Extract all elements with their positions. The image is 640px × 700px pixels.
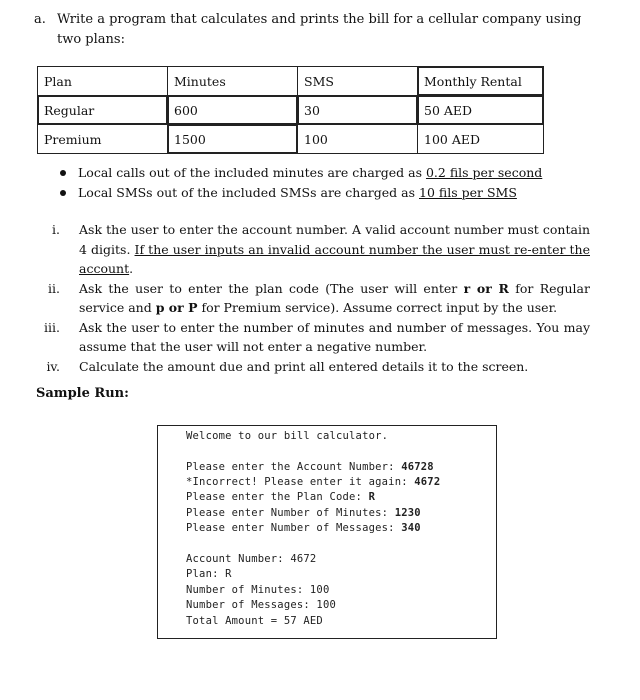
sample-run-console [157, 425, 497, 639]
table-cell: Regular [38, 96, 168, 125]
list-item [34, 220, 590, 279]
console-line: Plan: R [186, 568, 232, 580]
table-cell: 50 AED [418, 96, 544, 125]
task-requirement: If the user inputs an invalid account number the user must re-enter the account [79, 241, 590, 276]
console-input: 340 [401, 522, 421, 534]
plans-table [37, 66, 544, 154]
console-prompt: Please enter the Plan Code: [186, 491, 369, 503]
list-item [34, 357, 590, 377]
list-item [56, 183, 542, 203]
list-item [56, 163, 542, 183]
bullet-rate: 0.2 fils per second [425, 165, 543, 180]
table-header-cell: Plan [38, 67, 168, 96]
table-cell: 1500 [168, 125, 298, 154]
console-prompt: *Incorrect! Please enter it again: [186, 476, 415, 488]
console-input: R [368, 491, 376, 503]
bullet-icon [60, 190, 66, 196]
bullet-text: Local calls out of the included minutes are charged as [78, 165, 426, 180]
task-text: Ask the user to enter the number of minutes and number of messages. You may assume that the user will not enter a negative number. [79, 319, 590, 354]
console-prompt: Please enter Number of Messages: [186, 522, 402, 534]
console-prompt: Please enter the Account Number: [186, 461, 402, 473]
table-header-cell: SMS [298, 67, 418, 96]
console-line [186, 491, 375, 503]
bullet-text: Local SMSs out of the included SMSs are charged as [78, 185, 419, 200]
task-text: Calculate the amount due and print all entered details it to the screen. [79, 358, 529, 374]
table-cell: 100 AED [418, 125, 544, 154]
question-marker: a. [34, 12, 46, 27]
console-line: Total Amount = 57 AED [186, 615, 323, 627]
task-number: iv. [46, 358, 60, 374]
console-line: Welcome to our bill calculator. [186, 430, 389, 442]
bullet-rate: 10 fils per SMS [419, 185, 517, 200]
plan-code-premium: p or P [155, 300, 198, 315]
task-number: i. [52, 222, 60, 237]
console-line [186, 461, 434, 473]
table-cell: 30 [298, 96, 418, 125]
console-input: 46728 [401, 461, 434, 473]
console-line: Number of Minutes: 100 [186, 584, 330, 596]
task-number: iii. [44, 319, 60, 335]
console-line [186, 522, 421, 534]
plan-code-regular: r or R [463, 280, 509, 296]
console-line: Account Number: 4672 [186, 553, 317, 565]
tasks-list [34, 220, 590, 376]
task-text: for Regular service and [79, 280, 590, 315]
list-item [34, 279, 590, 318]
console-input: 1230 [394, 507, 421, 519]
task-number: ii. [48, 280, 60, 296]
table-cell: 600 [168, 96, 298, 125]
table-header-cell: Monthly Rental [418, 67, 544, 96]
task-text: for Premium service). Assume correct input by the user. [197, 300, 558, 315]
bullet-icon [60, 170, 66, 176]
sample-run-heading: Sample Run: [36, 386, 129, 401]
console-input: 4672 [414, 476, 441, 488]
table-header-row [38, 67, 544, 96]
list-item [34, 318, 590, 357]
console-prompt: Please enter Number of Minutes: [186, 507, 395, 519]
console-line: Number of Messages: 100 [186, 599, 336, 611]
table-row [38, 125, 544, 154]
task-text: Ask the user to enter the plan code (The user will enter [79, 280, 464, 296]
table-cell: 100 [298, 125, 418, 154]
task-text: Ask the user to enter the account number. A valid account number must contain 4 digits. [79, 222, 590, 257]
question-heading [34, 10, 594, 50]
table-row [38, 96, 544, 125]
charges-list [56, 163, 542, 203]
question-text: Write a program that calculates and prints the bill for a cellular company using two plans: [57, 12, 582, 47]
console-line [186, 476, 440, 488]
table-cell: Premium [38, 125, 168, 154]
table-header-cell: Minutes [168, 67, 298, 96]
task-punct: . [129, 261, 134, 276]
console-line [186, 507, 421, 519]
